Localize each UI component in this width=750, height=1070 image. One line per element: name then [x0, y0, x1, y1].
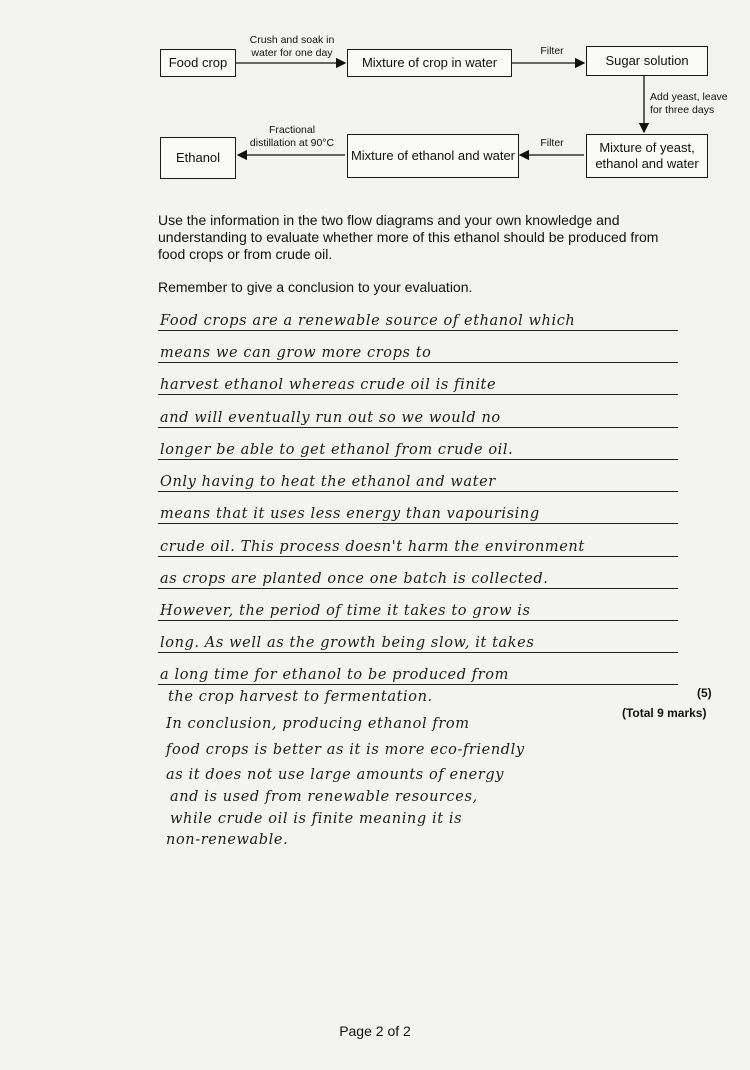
answer-rule — [158, 427, 678, 428]
label-distil-line1: Fractional — [268, 124, 316, 136]
label-filter-bottom — [528, 137, 576, 150]
answer-rule — [158, 394, 678, 395]
answer-rule — [158, 459, 678, 460]
question-text — [158, 212, 678, 263]
answer-line-12: a long time for ethanol to be produced from — [160, 667, 509, 683]
conclusion-line-3: as it does not use large amounts of energy — [166, 767, 505, 783]
label-yeast-line1: Add yeast, leave — [650, 91, 728, 103]
answer-rule — [158, 362, 678, 363]
conclusion-line-5: while crude oil is finite meaning it is — [170, 811, 463, 827]
label-filter-bottom-text: Filter — [540, 137, 564, 149]
conclusion-line-6: non-renewable. — [166, 832, 289, 848]
answer-line-2: means we can grow more crops to — [160, 345, 432, 361]
box-yeast-mixture-line2: ethanol and water — [595, 156, 699, 171]
label-filter-top-text: Filter — [540, 45, 564, 57]
flow-arrows — [0, 0, 750, 220]
label-crush-soak — [240, 34, 344, 59]
answer-line-1: Food crops are a renewable source of ethanol which — [160, 313, 576, 329]
box-ethanol-text: Ethanol — [175, 149, 221, 165]
label-yeast-line2: for three days — [650, 103, 715, 116]
answer-rule — [158, 652, 678, 653]
answer-line-10: However, the period of time it takes to grow is — [160, 603, 531, 619]
label-distil-line2: distillation at 90°C — [249, 136, 335, 149]
box-ethanol-water-text: Mixture of ethanol and water — [350, 147, 516, 163]
box-sugar-solution-text: Sugar solution — [605, 52, 689, 68]
label-crush-line1: Crush and soak in — [249, 34, 335, 46]
answer-rule — [158, 620, 678, 621]
answer-rule — [158, 684, 678, 685]
answer-line-13: the crop harvest to fermentation. — [168, 689, 433, 705]
answer-rule — [158, 523, 678, 524]
question-line-2: understanding to evaluate whether more of this ethanol should be produced from — [158, 229, 659, 245]
label-add-yeast — [650, 91, 740, 116]
answer-rule — [158, 588, 678, 589]
answer-rule — [158, 491, 678, 492]
conclusion-line-2: food crops is better as it is more eco-friendly — [166, 742, 525, 758]
answer-line-5: longer be able to get ethanol from crude oil. — [160, 442, 514, 458]
total-marks: (Total 9 marks) — [622, 706, 707, 720]
answer-line-9: as crops are planted once one batch is collected. — [160, 571, 549, 587]
answer-rule — [158, 556, 678, 557]
page-number: Page 2 of 2 — [339, 1023, 411, 1039]
box-food-crop-text: Food crop — [168, 54, 228, 70]
conclusion-line-1: In conclusion, producing ethanol from — [166, 716, 470, 732]
question-line-3: food crops or from crude oil. — [158, 246, 333, 262]
box-ethanol-water — [347, 134, 519, 178]
label-filter-top — [528, 45, 576, 58]
answer-line-7: means that it uses less energy than vapourising — [160, 506, 540, 522]
answer-line-6: Only having to heat the ethanol and water — [160, 474, 496, 490]
box-food-crop — [160, 49, 236, 77]
answer-rule — [158, 330, 678, 331]
box-mixture-crop-water — [347, 49, 512, 77]
box-ethanol — [160, 137, 236, 179]
box-sugar-solution — [586, 46, 708, 76]
box-yeast-mixture-line1: Mixture of yeast, — [599, 139, 695, 155]
answer-line-3: harvest ethanol whereas crude oil is finite — [160, 377, 497, 393]
question-reminder: Remember to give a conclusion to your evaluation. — [158, 279, 473, 295]
box-yeast-mixture — [586, 134, 708, 178]
answer-line-4: and will eventually run out so we would no — [160, 410, 501, 426]
answer-line-8: crude oil. This process doesn't harm the environment — [160, 539, 585, 555]
label-crush-line2: water for one day — [251, 46, 333, 59]
label-distillation — [240, 124, 344, 149]
box-mixture-crop-water-text: Mixture of crop in water — [361, 54, 498, 70]
question-line-1: Use the information in the two flow diagrams and your own knowledge and — [158, 212, 620, 228]
answer-line-11: long. As well as the growth being slow, it takes — [160, 635, 535, 651]
conclusion-line-4: and is used from renewable resources, — [170, 789, 478, 805]
part-marks: (5) — [697, 686, 712, 700]
